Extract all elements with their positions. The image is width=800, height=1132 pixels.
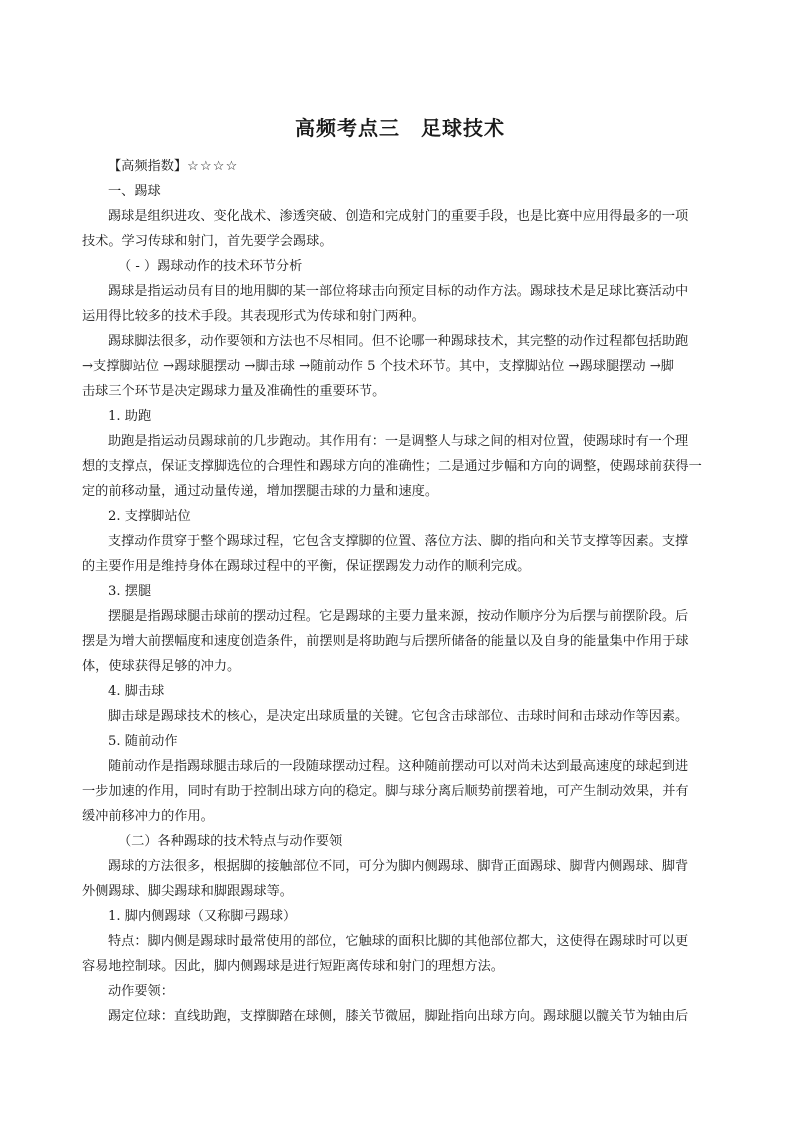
paragraph-line: 特点：脚内侧是踢球时最常使用的部位，它触球的面积比脚的其他部位都大，这使得在踢球时可以更	[108, 934, 689, 949]
section-heading: 一、踢球	[108, 184, 161, 199]
frequency-label: 【高频指数】	[108, 159, 188, 174]
item-heading: 动作要领：	[108, 984, 174, 999]
paragraph-line: 助跑是指运动员踢球前的几步跑动。其作用有：一是调整人与球之间的相对位置，使踢球时有一个理	[108, 434, 689, 449]
paragraph-line: 支撑动作贯穿于整个踢球过程，它包含支撑脚的位置、落位方法、脚的指向和关节支撑等因素。支撑	[108, 534, 689, 549]
paragraph-line: 踢球脚法很多，动作要领和方法也不尽相同。但不论哪一种踢球技术，其完整的动作过程都包括助跑	[108, 334, 689, 349]
paragraph-line: 体，使球获得足够的冲力。	[82, 659, 241, 674]
item-heading: 1. 助跑	[108, 409, 152, 424]
frequency-line	[108, 158, 722, 176]
item-heading: 2. 支撑脚站位	[108, 509, 191, 524]
paragraph-line: 想的支撑点，保证支撑脚选位的合理性和踢球方向的准确性；二是通过步幅和方向的调整，使踢球前获得一	[82, 459, 702, 474]
paragraph-line: 踢球是组织进攻、变化战术、渗透突破、创造和完成射门的重要手段，也是比赛中应用得最多的一项	[108, 209, 689, 224]
item-heading: 5. 随前动作	[108, 734, 178, 749]
paragraph-line: 摆是为增大前摆幅度和速度创造条件，前摆则是将助跑与后摆所储备的能量以及自身的能量集中作用于球	[82, 634, 689, 649]
paragraph-line: 摆腿是指踢球腿击球前的摆动过程。它是踢球的主要力量来源，按动作顺序分为后摆与前摆阶段。后	[108, 609, 689, 624]
paragraph-line: 踢定位球：直线助跑，支撑脚踏在球侧，膝关节微屈，脚趾指向出球方向。踢球腿以髋关节为轴由后	[108, 1009, 689, 1024]
frequency-stars: ☆☆☆☆	[187, 159, 239, 174]
paragraph-line: 击球三个环节是决定踢球力量及准确性的重要环节。	[82, 384, 386, 399]
paragraph-line: 缓冲前移冲力的作用。	[82, 809, 214, 824]
paragraph-line: 随前动作是指踢球腿击球后的一段随球摆动过程。这种随前摆动可以对尚未达到最高速度的球起到进	[108, 759, 689, 774]
paragraph-line: 的主要作用是维持身体在踢球过程中的平衡，保证摆踢发力动作的顺利完成。	[82, 559, 531, 574]
paragraph-line: 技术。学习传球和射门，首先要学会踢球。	[82, 234, 333, 249]
paragraph-line: 运用得比较多的技术手段。其表现形式为传球和射门两种。	[82, 309, 425, 324]
paragraph-line: 脚击球是踢球技术的核心，是决定出球质量的关键。它包含击球部位、击球时间和击球动作等因素。	[108, 709, 689, 724]
subsection-heading: （二）各种踢球的技术特点与动作要领	[118, 834, 343, 849]
paragraph-line: 踢球的方法很多，根据脚的接触部位不同，可分为脚内侧踢球、脚背正面踢球、脚背内侧踢球、脚背	[108, 859, 689, 874]
item-heading: 1. 脚内侧踢球（又称脚弓踢球）	[108, 909, 297, 924]
item-heading: 3. 摆腿	[108, 584, 152, 599]
paragraph-line: 一步加速的作用，同时有助于控制出球方向的稳定。脚与球分离后顺势前摆着地，可产生制动效果，并有	[82, 784, 689, 799]
paragraph-line: 外侧踢球、脚尖踢球和脚跟踢球等。	[82, 884, 293, 899]
paragraph-line: 踢球是指运动员有目的地用脚的某一部位将球击向预定目标的动作方法。踢球技术是足球比赛活动中	[108, 284, 689, 299]
page-title: 高频考点三 足球技术	[295, 116, 505, 140]
item-heading: 4. 脚击球	[108, 684, 165, 699]
paragraph-line: 容易地控制球。因此，脚内侧踢球是进行短距离传球和射门的理想方法。	[82, 959, 504, 974]
paragraph-line: →支撑脚站位 →踢球腿摆动 →脚击球 →随前动作 5 个技术环节。其中，支撑脚站位 →踢球腿摆动 →脚	[82, 359, 674, 374]
subsection-heading: （ - ）踢球动作的技术环节分析	[118, 259, 303, 274]
paragraph-line: 定的前移动量，通过动量传递，增加摆腿击球的力量和速度。	[82, 484, 439, 499]
